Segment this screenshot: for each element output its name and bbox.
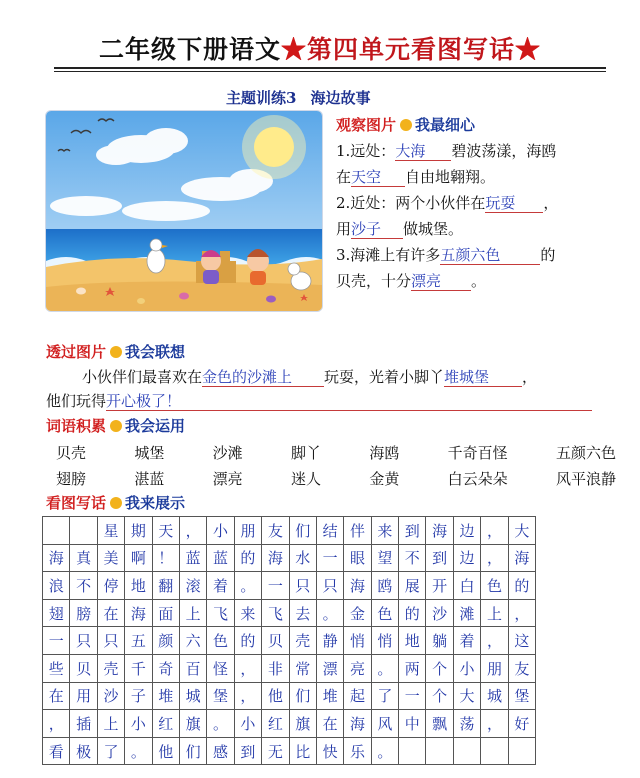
grid-cell: 沙: [97, 682, 124, 710]
grid-cell: 百: [179, 654, 206, 682]
grid-cell: 美: [97, 544, 124, 572]
grid-cell: [43, 517, 70, 545]
grid-cell: 地: [399, 627, 426, 655]
grid-cell: 。: [207, 710, 234, 738]
grid-cell: 。: [234, 572, 261, 600]
grid-cell: 大: [453, 682, 480, 710]
imagine-line-2: 他们玩得开心极了！: [46, 390, 592, 412]
grid-cell: ，: [179, 517, 206, 545]
grid-cell: 色: [207, 627, 234, 655]
grid-cell: 堆: [152, 682, 179, 710]
grid-cell: 壳: [97, 654, 124, 682]
grid-cell: 鸥: [371, 572, 398, 600]
grid-cell: 在: [97, 599, 124, 627]
grid-cell: 贝: [262, 627, 289, 655]
grid-cell: 海: [344, 710, 371, 738]
answer-blank: 沙子: [351, 220, 403, 239]
observe-line-3: 2.近处：两个小伙伴在玩耍 ，: [336, 194, 559, 212]
grid-cell: 望: [371, 544, 398, 572]
grid-row: [43, 682, 536, 710]
grid-cell: 静: [316, 627, 343, 655]
grid-cell: 上: [97, 710, 124, 738]
grid-cell: 色: [481, 572, 508, 600]
writing-grid: [42, 516, 536, 765]
grid-cell: 友: [508, 654, 535, 682]
grid-cell: 的: [399, 599, 426, 627]
grid-cell: 沙: [426, 599, 453, 627]
grid-cell: ，: [481, 627, 508, 655]
grid-cell: 只: [289, 572, 316, 600]
grid-cell: [453, 737, 480, 765]
grid-cell: 来: [234, 599, 261, 627]
grid-cell: 他: [152, 737, 179, 765]
grid-cell: 了: [97, 737, 124, 765]
grid-cell: 着: [453, 627, 480, 655]
grid-cell: [70, 517, 97, 545]
observe-line-2: 在天空 自由地翱翔。: [336, 168, 496, 186]
answer-blank: 开心极了！: [106, 392, 592, 411]
grid-cell: 海: [43, 544, 70, 572]
grid-cell: 到: [399, 517, 426, 545]
grid-cell: 奇: [152, 654, 179, 682]
grid-cell: 们: [179, 737, 206, 765]
word-item: 海鸥: [369, 444, 400, 462]
words-heading: 词语积累 我会运用: [46, 417, 186, 435]
grid-cell: 千: [125, 654, 152, 682]
observe-heading: 观察图片 我最细心: [336, 116, 476, 134]
grid-cell: 旗: [179, 710, 206, 738]
grid-cell: 两: [399, 654, 426, 682]
grid-cell: 六: [179, 627, 206, 655]
answer-blank: 天空: [351, 168, 405, 187]
word-list-row-1: [56, 442, 616, 463]
grid-row: [43, 737, 536, 765]
grid-row: [43, 710, 536, 738]
grid-cell: 蓝: [207, 544, 234, 572]
grid-cell: 。: [125, 737, 152, 765]
grid-cell: 在: [316, 710, 343, 738]
grid-cell: ，: [481, 710, 508, 738]
grid-row: [43, 517, 536, 545]
grid-cell: 红: [262, 710, 289, 738]
grid-cell: 只: [70, 627, 97, 655]
imagine-heading: 透过图片 我会联想: [46, 343, 186, 361]
grid-cell: 膀: [70, 599, 97, 627]
grid-cell: 金: [344, 599, 371, 627]
observe-line-6: 贝壳，十分漂亮 。: [336, 272, 487, 290]
grid-cell: 中: [399, 710, 426, 738]
observe-line-5: 3.海滩上有许多五颜六色 的: [336, 246, 556, 264]
grid-cell: 插: [70, 710, 97, 738]
word-list-row-2: [56, 468, 616, 489]
grid-cell: 城: [179, 682, 206, 710]
grid-cell: 漂: [316, 654, 343, 682]
grid-cell: 感: [207, 737, 234, 765]
grid-cell: 乐: [344, 737, 371, 765]
grid-cell: 个: [426, 682, 453, 710]
grid-cell: 不: [399, 544, 426, 572]
grid-cell: 着: [207, 572, 234, 600]
grid-cell: 小: [207, 517, 234, 545]
grid-cell: 。: [371, 737, 398, 765]
grid-cell: 海: [344, 572, 371, 600]
page-title: 二年级下册语文★第四单元看图写话★: [98, 35, 542, 64]
grid-cell: 去: [289, 599, 316, 627]
word-item: 五颜六色: [555, 444, 616, 462]
grid-cell: 白: [453, 572, 480, 600]
grid-cell: 上: [179, 599, 206, 627]
grid-cell: 朋: [481, 654, 508, 682]
grid-cell: 星: [97, 517, 124, 545]
grid-cell: 红: [152, 710, 179, 738]
answer-blank: 漂亮: [411, 272, 471, 291]
grid-cell: 躺: [426, 627, 453, 655]
answer-blank: 堆城堡: [444, 368, 522, 387]
grid-cell: 大: [508, 517, 535, 545]
grid-cell: 这: [508, 627, 535, 655]
grid-cell: 。: [371, 654, 398, 682]
word-item: 脚丫: [290, 444, 321, 462]
grid-cell: ，: [481, 517, 508, 545]
grid-cell: [508, 737, 535, 765]
grid-cell: 开: [426, 572, 453, 600]
grid-cell: 啊: [125, 544, 152, 572]
grid-cell: 起: [344, 682, 371, 710]
grid-cell: 伴: [344, 517, 371, 545]
grid-cell: 比: [289, 737, 316, 765]
grid-cell: 期: [125, 517, 152, 545]
grid-cell: 常: [289, 654, 316, 682]
grid-cell: 上: [481, 599, 508, 627]
grid-cell: 悄: [371, 627, 398, 655]
grid-cell: 一: [399, 682, 426, 710]
grid-cell: 堡: [207, 682, 234, 710]
grid-cell: 风: [371, 710, 398, 738]
grid-cell: 些: [43, 654, 70, 682]
grid-cell: 小: [453, 654, 480, 682]
word-item: 湛蓝: [134, 470, 165, 488]
grid-cell: 他: [262, 682, 289, 710]
grid-cell: 非: [262, 654, 289, 682]
grid-cell: 色: [371, 599, 398, 627]
grid-cell: 无: [262, 737, 289, 765]
imagine-line-1: 小伙伴们最喜欢在金色的沙滩上 玩耍，光着小脚丫堆城堡 ，: [82, 368, 538, 386]
grid-cell: 停: [97, 572, 124, 600]
dot-icon: [110, 346, 122, 358]
grid-cell: [426, 737, 453, 765]
grid-row: [43, 599, 536, 627]
grid-cell: 飘: [426, 710, 453, 738]
grid-cell: 快: [316, 737, 343, 765]
dot-icon: [110, 497, 122, 509]
word-item: 千奇百怪: [447, 444, 508, 462]
grid-cell: 用: [70, 682, 97, 710]
lesson-subtitle: 主题训练3 海边故事: [226, 89, 371, 107]
grid-cell: 海: [262, 544, 289, 572]
word-item: 贝壳: [56, 444, 87, 462]
grid-cell: 了: [371, 682, 398, 710]
word-item: 城堡: [134, 444, 165, 462]
grid-cell: 结: [316, 517, 343, 545]
grid-cell: 的: [234, 627, 261, 655]
star-icon: ★: [280, 35, 307, 64]
grid-cell: 们: [289, 517, 316, 545]
grid-cell: 一: [43, 627, 70, 655]
grid-cell: 颜: [152, 627, 179, 655]
grid-row: [43, 654, 536, 682]
grid-cell: 好: [508, 710, 535, 738]
grid-cell: 旗: [289, 710, 316, 738]
grid-cell: 贝: [70, 654, 97, 682]
word-item: 风平浪静: [555, 470, 616, 488]
beach-illustration: [45, 110, 323, 312]
grid-cell: 极: [70, 737, 97, 765]
grid-cell: 翻: [152, 572, 179, 600]
grid-cell: 到: [426, 544, 453, 572]
grid-cell: 飞: [207, 599, 234, 627]
grid-cell: 怪: [207, 654, 234, 682]
grid-cell: 小: [234, 710, 261, 738]
grid-cell: ，: [508, 599, 535, 627]
word-item: 翅膀: [56, 470, 87, 488]
grid-cell: 的: [234, 544, 261, 572]
grid-cell: 堡: [508, 682, 535, 710]
grid-cell: 堆: [316, 682, 343, 710]
worksheet-page: [18, 14, 622, 766]
word-item: 漂亮: [212, 470, 243, 488]
grid-cell: 五: [125, 627, 152, 655]
grid-cell: ！: [152, 544, 179, 572]
grid-cell: 悄: [344, 627, 371, 655]
beach-scene-image: [46, 111, 322, 311]
grid-cell: 海: [426, 517, 453, 545]
grid-cell: 浪: [43, 572, 70, 600]
grid-cell: 海: [508, 544, 535, 572]
word-item: 白云朵朵: [447, 470, 508, 488]
grid-cell: 飞: [262, 599, 289, 627]
grid-cell: 面: [152, 599, 179, 627]
grid-cell: 来: [371, 517, 398, 545]
grid-cell: [399, 737, 426, 765]
dot-icon: [400, 119, 412, 131]
observe-line-1: 1.远处：大海 碧波荡漾，海鸥: [336, 142, 557, 160]
grid-cell: 小: [125, 710, 152, 738]
star-icon: ★: [515, 35, 542, 64]
grid-cell: 蓝: [179, 544, 206, 572]
grid-cell: 。: [316, 599, 343, 627]
word-item: 沙滩: [212, 444, 243, 462]
writing-heading: 看图写话 我来展示: [46, 494, 186, 512]
grid-cell: 荡: [453, 710, 480, 738]
grid-row: [43, 572, 536, 600]
grid-cell: 子: [125, 682, 152, 710]
grid-cell: 一: [316, 544, 343, 572]
grid-cell: 的: [508, 572, 535, 600]
grid-cell: 个: [426, 654, 453, 682]
title-rule: [54, 71, 606, 72]
grid-row: [43, 627, 536, 655]
grid-cell: 不: [70, 572, 97, 600]
grid-cell: 展: [399, 572, 426, 600]
grid-cell: 地: [125, 572, 152, 600]
word-item: 迷人: [290, 470, 321, 488]
title-rule: [54, 67, 606, 69]
grid-cell: 只: [316, 572, 343, 600]
grid-cell: [481, 737, 508, 765]
grid-cell: 滩: [453, 599, 480, 627]
grid-cell: 看: [43, 737, 70, 765]
answer-blank: 金色的沙滩上: [202, 368, 324, 387]
answer-blank: 玩耍: [485, 194, 543, 213]
answer-blank: 大海: [395, 142, 451, 161]
dot-icon: [110, 420, 122, 432]
grid-row: [43, 544, 536, 572]
word-item: 金黄: [369, 470, 400, 488]
grid-cell: 翅: [43, 599, 70, 627]
grid-cell: 边: [453, 517, 480, 545]
grid-cell: 在: [43, 682, 70, 710]
grid-cell: 天: [152, 517, 179, 545]
grid-cell: 海: [125, 599, 152, 627]
grid-cell: 朋: [234, 517, 261, 545]
grid-cell: 边: [453, 544, 480, 572]
grid-cell: 壳: [289, 627, 316, 655]
grid-cell: ，: [481, 544, 508, 572]
grid-cell: 眼: [344, 544, 371, 572]
grid-cell: ，: [234, 654, 261, 682]
grid-cell: ，: [43, 710, 70, 738]
grid-cell: 们: [289, 682, 316, 710]
grid-cell: 亮: [344, 654, 371, 682]
grid-cell: 城: [481, 682, 508, 710]
grid-cell: 真: [70, 544, 97, 572]
answer-blank: 五颜六色: [440, 246, 540, 265]
observe-line-4: 用沙子 做城堡。: [336, 220, 464, 238]
grid-cell: 友: [262, 517, 289, 545]
grid-cell: 只: [97, 627, 124, 655]
grid-cell: 水: [289, 544, 316, 572]
grid-cell: 一: [262, 572, 289, 600]
grid-cell: 滚: [179, 572, 206, 600]
grid-cell: 到: [234, 737, 261, 765]
grid-cell: ，: [234, 682, 261, 710]
